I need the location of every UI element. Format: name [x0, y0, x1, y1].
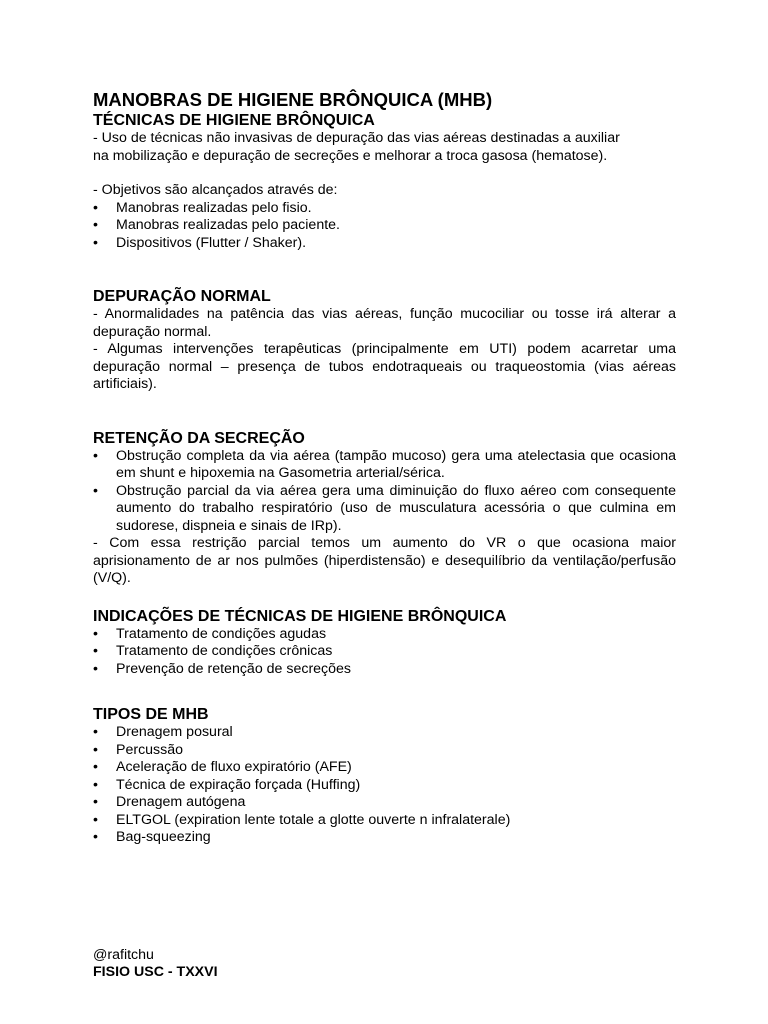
bullet-icon: •: [93, 482, 98, 499]
intro-line: na mobilização e depuração de secreções e melhorar a troca gasosa (hematose).: [93, 147, 608, 164]
list-item: • Tratamento de condições agudas: [93, 625, 327, 642]
indicacoes-list: [93, 626, 676, 679]
intro-line: - Uso de técnicas não invasivas de depuração das vias aéreas destinadas a auxiliar: [93, 130, 620, 146]
list-item: • Manobras realizadas pelo paciente.: [93, 217, 340, 233]
retencao-list: [93, 448, 676, 536]
section-heading-tipos: TIPOS DE MHB: [93, 706, 209, 723]
list-item: • Drenagem autógena: [93, 794, 246, 810]
objectives-list: [93, 200, 676, 253]
section-heading-indicacoes: INDICAÇÕES DE TÉCNICAS DE HIGIENE BRÔNQUICA: [93, 607, 507, 625]
list-item: • Prevenção de retenção de secreções: [93, 660, 352, 677]
list-item: • Dispositivos (Flutter / Shaker).: [93, 234, 307, 251]
objectives-lead: - Objetivos são alcançados através de:: [93, 182, 338, 198]
bullet-icon: •: [93, 759, 98, 775]
document-subtitle: TÉCNICAS DE HIGIENE BRÔNQUICA: [93, 112, 375, 129]
list-item: • Obstrução completa da via aérea (tampão mucoso) gera uma atelectasia que ocasiona em shunt e hipoxemia na Gasometria arterial/sérica.: [93, 447, 676, 481]
list-item: • Percussão: [93, 741, 184, 758]
bullet-icon: •: [93, 794, 98, 810]
bullet-icon: •: [93, 643, 98, 659]
bullet-icon: •: [93, 741, 98, 758]
bullet-icon: •: [93, 660, 98, 677]
document-footer: [93, 947, 218, 981]
bullet-icon: •: [93, 234, 98, 251]
list-item: • ELTGOL (expiration lente totale a glotte ouverte n infralaterale): [93, 811, 511, 828]
tipos-list: [93, 724, 676, 847]
document-body: [93, 89, 676, 847]
section-heading-depuracao: DEPURAÇÃO NORMAL: [93, 288, 271, 305]
bullet-icon: •: [93, 724, 98, 740]
list-item: • Técnica de expiração forçada (Huffing): [93, 776, 361, 793]
list-item: • Obstrução parcial da via aérea gera uma diminuição do fluxo aéreo com consequente aumento do trabalho respiratório (uso de musculatura acessória o que culmina em sudorese, dispneia e sinais de IRp).: [93, 482, 676, 534]
document-title: MANOBRAS DE HIGIENE BRÔNQUICA (MHB): [93, 89, 493, 110]
section-paragraph: - Algumas intervenções terapêuticas (principalmente em UTI) podem acarretar uma depuração normal – presença de tubos endotraqueais ou traqueostomia (vias aéreas artificiais).: [93, 341, 676, 392]
list-item: • Manobras realizadas pelo fisio.: [93, 199, 312, 216]
bullet-icon: •: [93, 811, 98, 828]
bullet-icon: •: [93, 217, 98, 233]
bullet-icon: •: [93, 625, 98, 642]
bullet-icon: •: [93, 776, 98, 793]
list-item: • Tratamento de condições crônicas: [93, 643, 333, 659]
section-heading-retencao: RETENÇÃO DA SECREÇÃO: [93, 429, 305, 447]
bullet-icon: •: [93, 199, 98, 216]
bullet-icon: •: [93, 829, 98, 845]
author-handle: @rafitchu: [93, 947, 154, 963]
bullet-icon: •: [93, 447, 98, 464]
list-item: • Bag-squeezing: [93, 829, 211, 845]
course-label: FISIO USC - TXXVI: [93, 964, 218, 980]
section-paragraph: - Com essa restrição parcial temos um aumento do VR o que ocasiona maior aprisionamento de ar nos pulmões (hiperdistensão) e desequilíbrio da ventilação/perfusão (V/Q).: [93, 535, 676, 586]
list-item: • Aceleração de fluxo expiratório (AFE): [93, 759, 352, 775]
section-paragraph: - Anormalidades na patência das vias aéreas, função mucociliar ou tosse irá alterar a depuração normal.: [93, 306, 676, 340]
list-item: • Drenagem posural: [93, 724, 233, 740]
